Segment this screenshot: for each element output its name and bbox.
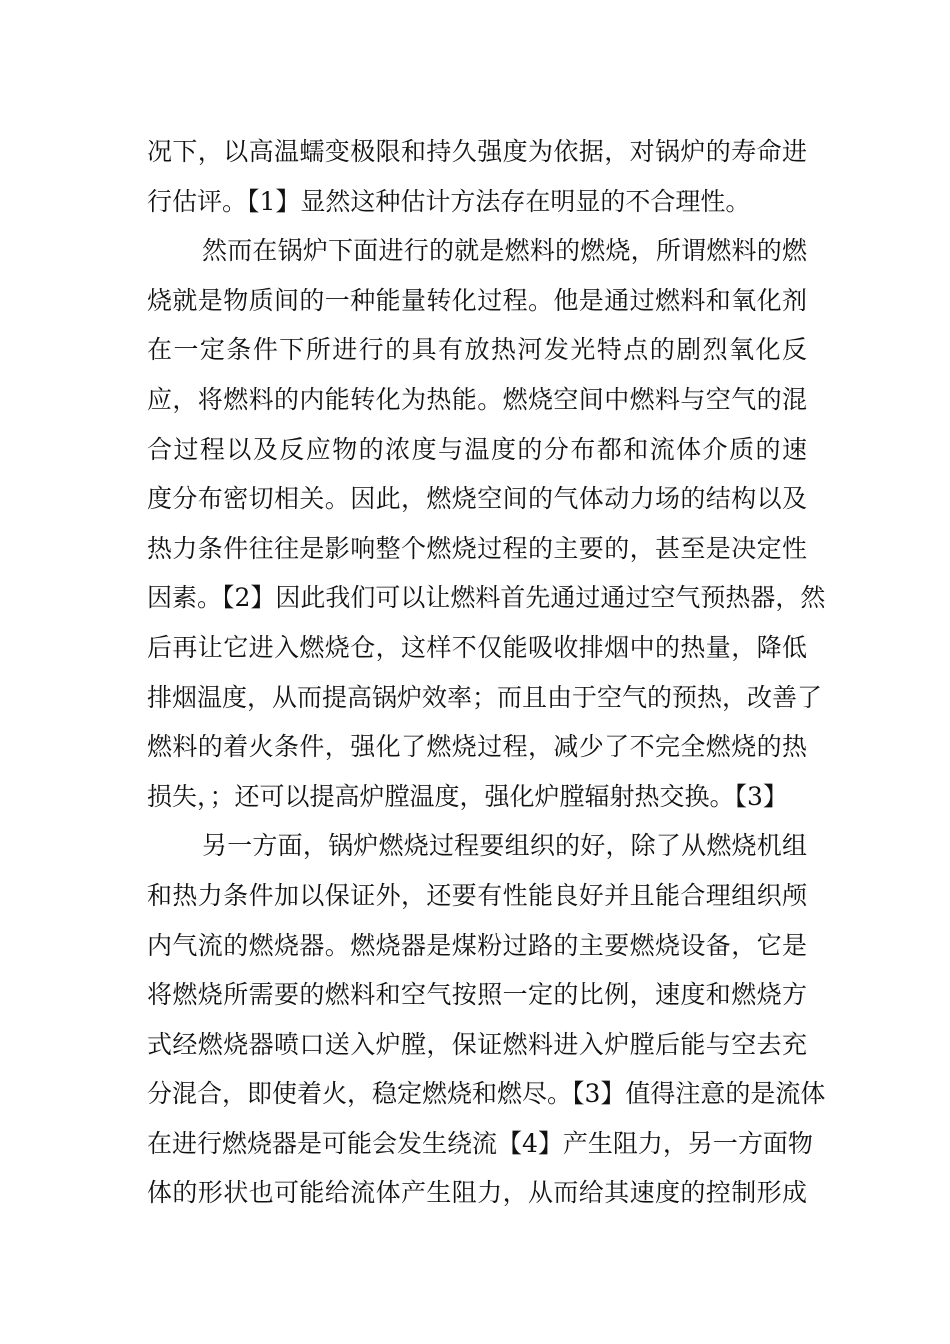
- text-line: 将燃烧所需要的燃料和空气按照一定的比例，速度和燃烧方: [147, 980, 807, 1010]
- text-line: 行估评。【1】显然这种估计方法存在明显的不合理性。: [147, 186, 751, 216]
- text-line: 热力条件往往是影响整个燃烧过程的主要的，甚至是决定性: [147, 533, 807, 563]
- text-line: 内气流的燃烧器。燃烧器是煤粉过路的主要燃烧设备，它是: [147, 930, 807, 960]
- text-line: 和热力条件加以保证外，还要有性能良好并且能合理组织颅: [147, 880, 807, 910]
- text-line: 排烟温度，从而提高锅炉效率；而且由于空气的预热，改善了: [147, 682, 823, 712]
- text-line: 烧就是物质间的一种能量转化过程。他是通过燃料和氧化剂: [147, 285, 807, 315]
- body-text: [147, 127, 826, 1218]
- text-line: 在进行燃烧器是可能会发生绕流【4】产生阻力，另一方面物: [147, 1128, 813, 1158]
- paragraph-first-line: 然而在锅炉下面进行的就是燃料的燃烧，所谓燃料的燃: [202, 236, 807, 266]
- paragraph-first-line: 另一方面，锅炉燃烧过程要组织的好，除了从燃烧机组: [202, 831, 807, 861]
- text-line: 体的形状也可能给流体产生阻力，从而给其速度的控制形成: [147, 1178, 807, 1208]
- text-line: 分混合，即使着火，稳定燃烧和燃尽。【3】值得注意的是流体: [147, 1079, 826, 1109]
- text-line: 况下，以高温蠕变极限和持久强度为依据，对锅炉的寿命进: [147, 137, 807, 166]
- text-line: 合过程以及反应物的浓度与温度的分布都和流体介质的速: [147, 434, 807, 464]
- text-line: 因素。【2】因此我们可以让燃料首先通过通过空气预热器，然: [147, 583, 826, 613]
- text-line: 燃料的着火条件，强化了燃烧过程，减少了不完全燃烧的热: [147, 732, 807, 762]
- text-line: 在一定条件下所进行的具有放热河发光特点的剧烈氧化反: [147, 335, 807, 365]
- text-line: 损失，；还可以提高炉膛温度，强化炉膛辐射热交换。【3】: [147, 781, 788, 811]
- text-line: 度分布密切相关。因此，燃烧空间的气体动力场的结构以及: [147, 484, 807, 514]
- text-line: 后再让它进入燃烧仓，这样不仅能吸收排烟中的热量，降低: [147, 632, 807, 662]
- text-line: 式经燃烧器喷口送入炉膛，保证燃料进入炉膛后能与空去充: [147, 1029, 807, 1059]
- text-line: 应，将燃料的内能转化为热能。燃烧空间中燃料与空气的混: [147, 384, 807, 414]
